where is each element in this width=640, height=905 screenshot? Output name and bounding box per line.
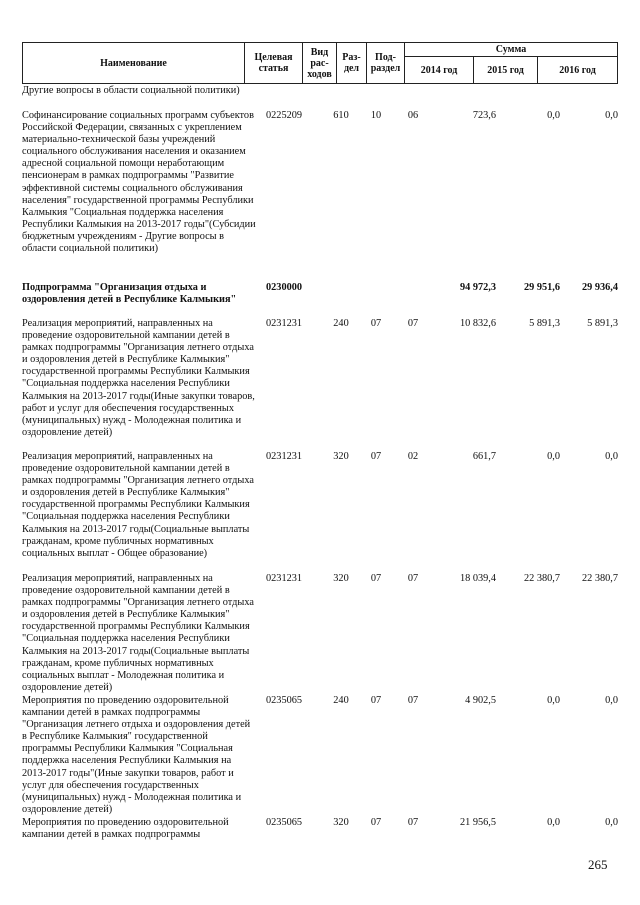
row-name: Подпрограмма "Организация отдыха и оздоровления детей в Республике Калмыкия" [22, 282, 237, 306]
header-summa: Сумма [405, 43, 618, 57]
row-2015: 22 380,7 [523, 573, 560, 584]
table-row [22, 695, 617, 817]
row-code: 0235065 [266, 695, 303, 706]
row-code: 0231231 [266, 573, 303, 584]
header-podrazdel: Под-раздел [367, 43, 405, 84]
table-header [22, 42, 618, 84]
header-vid: Вид рас-ходов [303, 43, 337, 84]
row-name: Реализация мероприятий, направленных на проведение оздоровительной кампании детей в рамках подпрограммы "Организация летнего отдыха и оздоровления детей в Республике Калмыкия" государственной программы Республики Калмыкия "Социальная поддержка населения Республики Калмыкия на 2013-2017 годы(Социальные выплаты гражданам, кроме публичных нормативных социальных выплат - Общее образование) [22, 451, 254, 559]
table-row [22, 573, 617, 695]
row-2016: 0,0 [605, 817, 618, 828]
row-2014: 94 972,3 [459, 282, 496, 293]
table-row [22, 282, 617, 318]
row-2014: 18 039,4 [459, 573, 496, 584]
row-2015: 29 951,6 [523, 282, 560, 293]
row-name: Другие вопросы в области социальной политики) [22, 85, 240, 96]
row-2014: 21 956,5 [459, 817, 496, 828]
row-podrazdel: 02 [407, 451, 419, 462]
row-2015: 0,0 [547, 110, 560, 121]
row-2016: 22 380,7 [581, 573, 618, 584]
table-row [22, 318, 617, 451]
row-2016: 0,0 [605, 695, 618, 706]
row-2016: 5 891,3 [587, 318, 618, 329]
row-podrazdel: 07 [407, 573, 419, 584]
row-podrazdel: 06 [407, 110, 419, 121]
header-name: Наименование [23, 43, 245, 84]
row-2014: 10 832,6 [459, 318, 496, 329]
row-code: 0231231 [266, 451, 303, 462]
row-name: Реализация мероприятий, направленных на проведение оздоровительной кампании детей в рамках подпрограммы "Организация летнего отдыха и оздоровления детей в Республике Калмыкия" государственной программы Республики Калмыкия "Социальная поддержка населения Республики Калмыкия на 2013-2017 годы(Социальные выплаты гражданам, кроме публичных нормативных социальных выплат - Молодежная политика и оздоровление детей) [22, 573, 254, 693]
row-name: Мероприятия по проведению оздоровительной кампании детей в рамках подпрограммы [22, 817, 229, 841]
row-code: 0231231 [266, 318, 303, 329]
row-razdel: 07 [370, 817, 382, 828]
page-number: 265 [588, 857, 608, 872]
row-2016: 0,0 [605, 110, 618, 121]
header-code: Целевая статья [245, 43, 303, 84]
row-code: 0235065 [266, 817, 303, 828]
header-2015: 2015 год [474, 57, 538, 84]
row-vid: 240 [333, 318, 349, 329]
row-2014: 723,6 [472, 110, 496, 121]
table-row [22, 110, 617, 282]
row-razdel: 07 [370, 695, 382, 706]
row-vid: 320 [333, 573, 349, 584]
table-body [22, 85, 617, 843]
row-razdel: 07 [370, 318, 382, 329]
table-row [22, 817, 617, 843]
row-2016: 0,0 [605, 451, 618, 462]
row-2015: 5 891,3 [529, 318, 560, 329]
row-vid: 320 [333, 817, 349, 828]
header-2016: 2016 год [538, 57, 618, 84]
row-vid: 240 [333, 695, 349, 706]
row-razdel: 10 [370, 110, 382, 121]
row-2015: 0,0 [547, 451, 560, 462]
row-podrazdel: 07 [407, 318, 419, 329]
row-code: 0225209 [266, 110, 303, 121]
row-2016: 29 936,4 [581, 282, 618, 293]
row-vid: 610 [333, 110, 349, 121]
row-code: 0230000 [266, 282, 303, 293]
header-razdel: Раз-дел [337, 43, 367, 84]
row-razdel: 07 [370, 451, 382, 462]
table-row [22, 451, 617, 573]
row-2015: 0,0 [547, 817, 560, 828]
row-vid: 320 [333, 451, 349, 462]
row-podrazdel: 07 [407, 817, 419, 828]
row-2015: 0,0 [547, 695, 560, 706]
row-podrazdel: 07 [407, 695, 419, 706]
row-name: Реализация мероприятий, направленных на проведение оздоровительной кампании детей в рамках подпрограммы "Организация летнего отдыха и оздоровления детей в Республике Калмыкия" государственной программы Республики Калмыкия "Социальная поддержка населения Республики Калмыкия на 2013-2017 годы(Иные закупки товаров, работ и услуг для обеспечения государственных (муниципальных) нужд - Молодежная политика и оздоровление детей) [22, 318, 255, 438]
header-2014: 2014 год [405, 57, 474, 84]
row-name: Мероприятия по проведению оздоровительной кампании детей в рамках подпрограммы "Организация летнего отдыха и оздоровления детей в Республике Калмыкия" государственной программы Республики Калмыкия "Социальная поддержка населения Республики Калмыкия на 2013-2017 годы"(Иные закупки товаров, работ и услуг для обеспечения государственных (муниципальных) нужд - Молодежная политика и оздоровление детей) [22, 695, 251, 815]
table-row [22, 85, 617, 110]
row-2014: 661,7 [472, 451, 496, 462]
row-name: Софинансирование социальных программ субъектов Российской Федерации, связанных с укреплением материально-технической базы учреждений социального обслуживания населения и оказанием адресной социальной помощи неработающим пенсионерам в рамках подпрограммы "Развитие эффективной системы социального обслуживания населения" государственной программы Республики Калмыкия "Социальная поддержка населения Республики Калмыкия на 2013-2017 годы"(Субсидии бюджетным учреждениям - Другие вопросы в области социальной политики) [22, 110, 256, 255]
row-razdel: 07 [370, 573, 382, 584]
row-2014: 4 902,5 [465, 695, 496, 706]
